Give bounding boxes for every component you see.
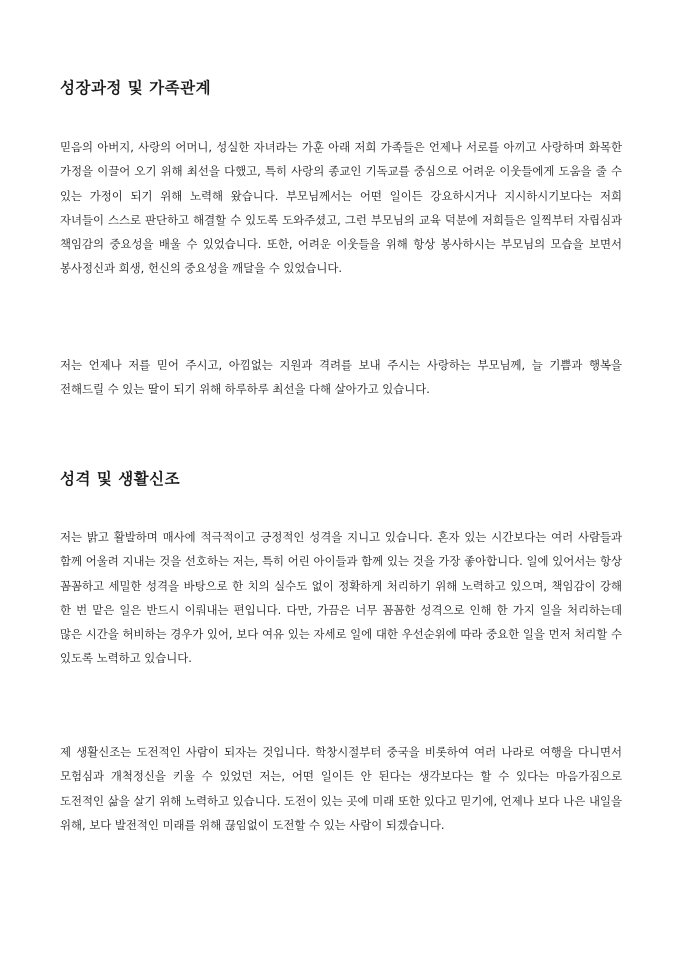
section-personality-motto bbox=[60, 468, 623, 832]
paragraph: 믿음의 아버지, 사랑의 어머니, 성실한 자녀라는 가훈 아래 저희 가족들은 언제나 서로를 아끼고 사랑하며 화목한 가정을 이끌어 오기 위해 최선을 다했고, 특히 사랑의 종교인 기독교를 중심으로 어려운 이웃들에게 도움을 줄 수 있는 가정이 되기 위해 노력해 왔습니다. 부모님께서는 어떤 일이든 강요하시거나 지시하시기보다는 저희 자녀들이 스스로 판단하고 해결할 수 있도록 도와주셨고, 그런 부모님의 교육 덕분에 저희들은 일찍부터 자립심과 책임감의 중요성을 배울 수 있었습니다. 또한, 어려운 이웃들을 위해 항상 봉사하시는 부모님의 모습을 보면서 봉사정신과 희생, 헌신의 중요성을 깨달을 수 있었습니다. bbox=[60, 140, 622, 276]
section-heading: 성격 및 생활신조 bbox=[60, 470, 181, 488]
paragraph: 제 생활신조는 도전적인 사람이 되자는 것입니다. 학창시절부터 중국을 비롯하여 여러 나라로 여행을 다니면서 모험심과 개척정신을 키울 수 있었던 저는, 어떤 일이든 안 된다는 생각보다는 할 수 있다는 마음가짐으로 도전적인 삶을 살기 위해 노력하고 있습니다. 도전이 있는 곳에 미래 또한 있다고 믿기에, 언제나 보다 나은 내일을 위해, 보다 발전적인 미래를 위해 끊임없이 도전할 수 있는 사람이 되겠습니다. bbox=[60, 745, 622, 832]
paragraph: 저는 밝고 활발하며 매사에 적극적이고 긍정적인 성격을 지니고 있습니다. 혼자 있는 시간보다는 여러 사람들과 함께 어울려 지내는 것을 선호하는 저는, 특히 어린 아이들과 함께 있는 것을 가장 좋아합니다. 일에 있어서는 항상 꼼꼼하고 세밀한 성격을 바탕으로 한 치의 실수도 없이 정확하게 처리하기 위해 노력하고 있으며, 책임감이 강해 한 번 맡은 일은 반드시 이뤄내는 편입니다. 다만, 가끔은 너무 꼼꼼한 성격으로 인해 한 가지 일을 처리하는데 많은 시간을 허비하는 경우가 있어, 보다 여유 있는 자세로 일에 대한 우선순위에 따라 중요한 일을 먼저 처리할 수 있도록 노력하고 있습니다. bbox=[60, 530, 623, 666]
paragraph: 저는 언제나 저를 믿어 주시고, 아낌없는 지원과 격려를 보내 주시는 사랑하는 부모님께, 늘 기쁨과 행복을 전해드릴 수 있는 딸이 되기 위해 하루하루 최선을 다해 살아가고 있습니다. bbox=[60, 358, 622, 397]
section-growth-family bbox=[60, 77, 622, 397]
section-heading: 성장과정 및 가족관계 bbox=[60, 79, 212, 97]
